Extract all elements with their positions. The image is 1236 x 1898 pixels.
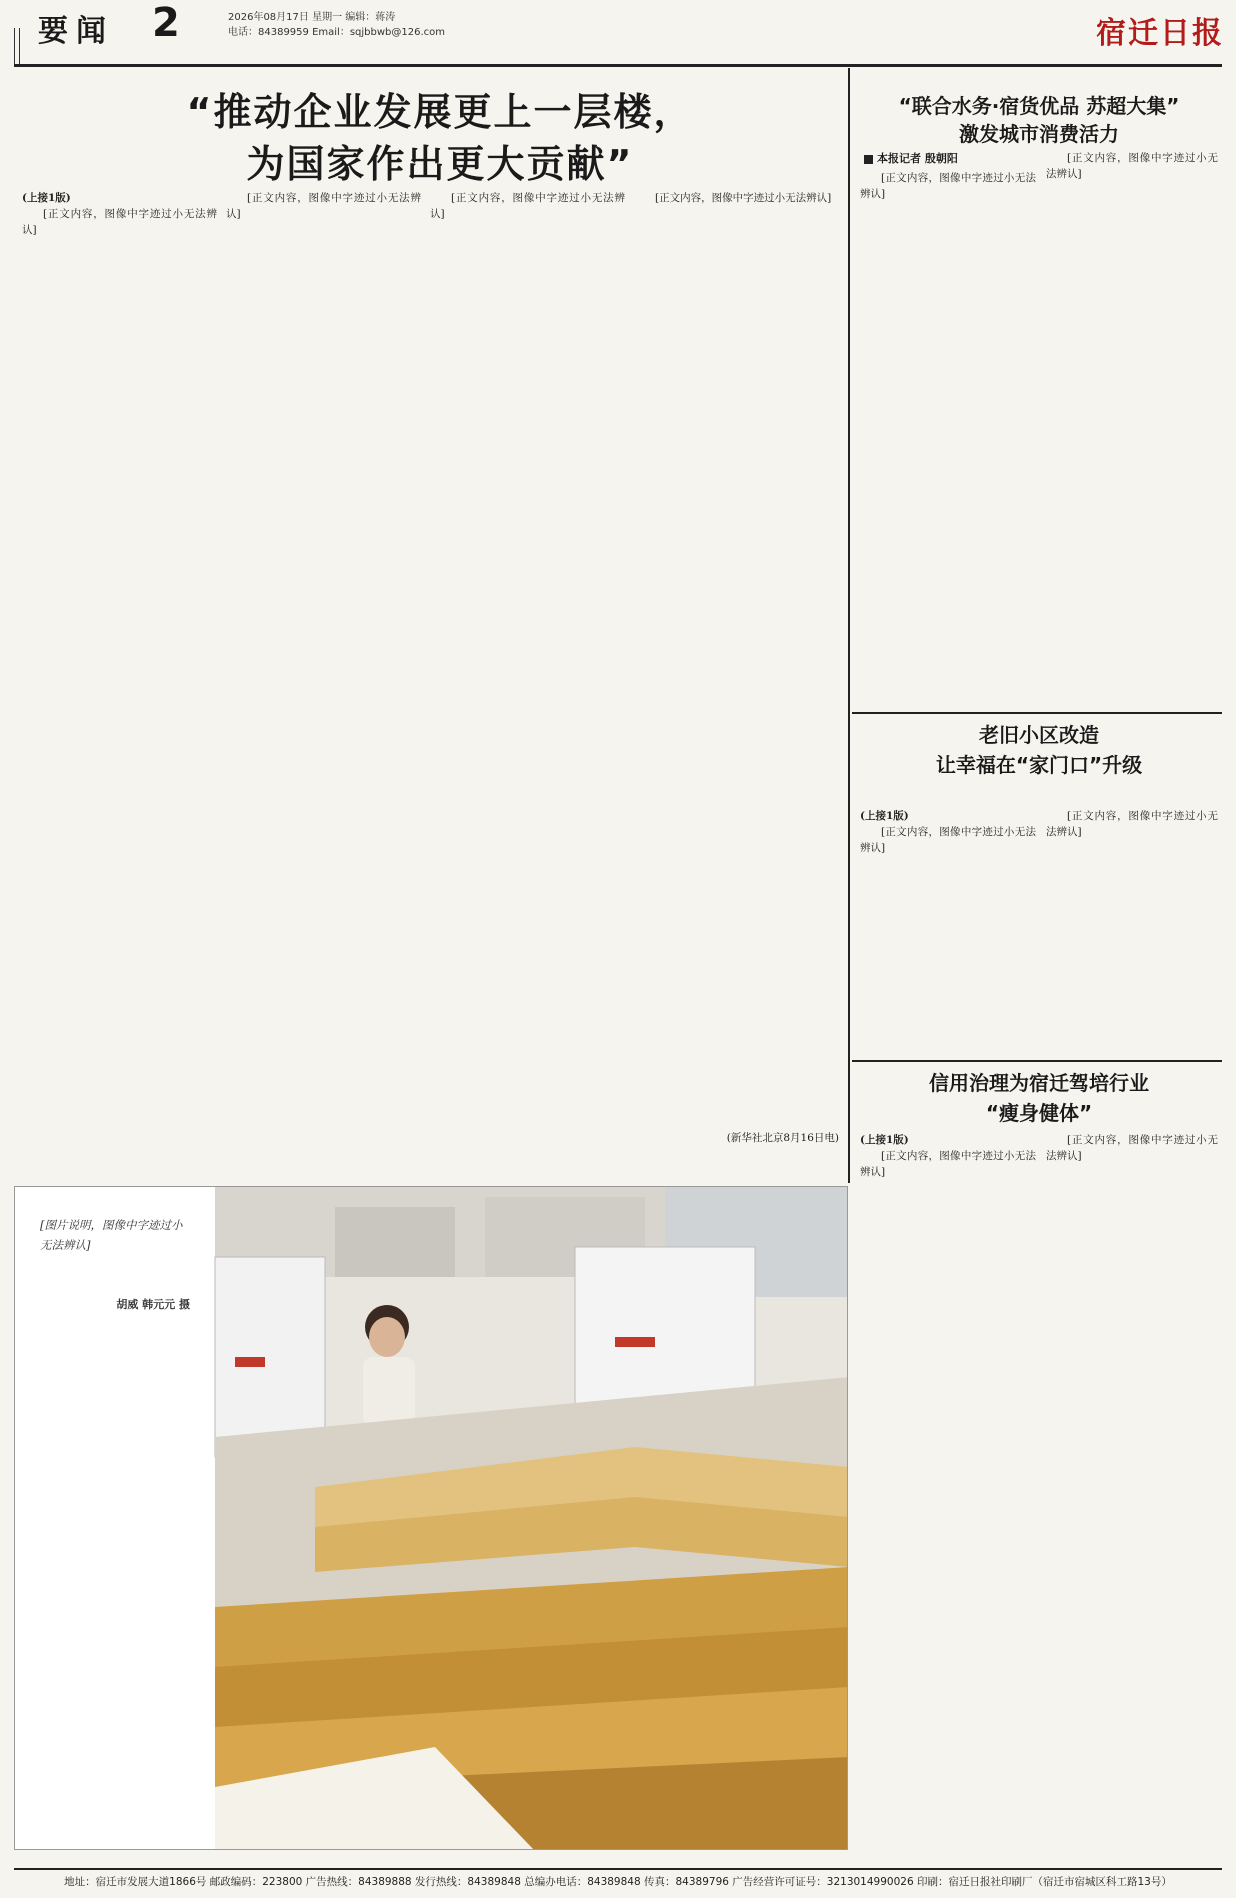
credit-title-line2: “瘦身健体”	[985, 1101, 1093, 1125]
consumption-byline	[864, 150, 1034, 166]
lead-text-4: [正文内容，图像中字迹过小无法辨认]	[655, 192, 832, 204]
page-info	[228, 10, 445, 40]
masthead-ornament	[14, 28, 20, 64]
lead-text-3: [正文内容，图像中字迹过小无法辨认]	[430, 192, 625, 221]
consumption-text-2: [正文内容，图像中字迹过小无法辨认]	[1046, 152, 1218, 181]
credit-text-2: [正文内容，图像中字迹过小无法辨认]	[1046, 1134, 1218, 1163]
photo-caption-text: [图片说明，图像中字迹过小无法辨认]	[40, 1218, 183, 1252]
byline-square-icon	[864, 155, 873, 164]
date-editor: 2026年08月17日 星期一 编辑：蒋涛	[228, 12, 396, 23]
lead-title-line1: “推动企业发展更上一层楼，	[186, 90, 694, 134]
renovation-title-line2: 让幸福在“家门口”升级	[935, 753, 1143, 777]
credit-title-line1: 信用治理为宿迁驾培行业	[929, 1071, 1149, 1095]
photo-caption	[40, 1215, 190, 1315]
footer-info: 地址：宿迁市发展大道1866号 邮政编码：223800 广告热线：84389888 发行热线：84389848 总编办电话：84389848 传真：84389796 广告经营许可证号：3213014990026 印刷：宿迁日报社印刷厂（宿迁市宿城区科工路13号）	[64, 1876, 1172, 1888]
credit-headline	[856, 1068, 1222, 1128]
renovation-rule	[852, 1060, 1222, 1062]
photo-credit: 胡威 韩元元 摄	[116, 1298, 190, 1311]
section-name: 要闻	[38, 14, 114, 49]
consumption-rule	[852, 712, 1222, 714]
contact-line: 电话：84389959 Email：sqjbbwb@126.com	[228, 27, 446, 38]
page-number: 2	[152, 0, 180, 46]
consumption-column-1	[860, 170, 1036, 712]
renovation-text-1: [正文内容，图像中字迹过小无法辨认]	[860, 826, 1036, 855]
lead-text-1: [正文内容，图像中字迹过小无法辨认]	[22, 208, 217, 237]
consumption-title-line2: 激发城市消费活力	[959, 122, 1119, 146]
consumption-column-2	[1046, 150, 1218, 712]
lead-column-1	[22, 190, 217, 1182]
consumption-title-line1: “联合水务·宿货优品 苏超大集”	[898, 94, 1180, 118]
lead-headline	[40, 86, 840, 190]
newspaper-logo: 宿迁日报	[1096, 16, 1224, 51]
credit-source: (上接1版)	[860, 1134, 909, 1146]
consumption-text-1: [正文内容，图像中字迹过小无法辨认]	[860, 172, 1036, 201]
lead-text-2: [正文内容，图像中字迹过小无法辨认]	[226, 192, 421, 221]
renovation-source: (上接1版)	[860, 810, 909, 822]
renovation-column-1	[860, 808, 1036, 1054]
lead-source: (上接1版)	[22, 192, 71, 204]
renovation-title-line1: 老旧小区改造	[979, 723, 1099, 747]
credit-column-2	[1046, 1132, 1218, 1864]
footer-rule	[14, 1868, 1222, 1870]
lead-dateline: (新华社北京8月16日电)	[726, 1132, 839, 1144]
consumption-headline	[856, 92, 1222, 148]
column-divider	[848, 68, 850, 1183]
renovation-text-2: [正文内容，图像中字迹过小无法辨认]	[1046, 810, 1218, 839]
credit-text-1: [正文内容，图像中字迹过小无法辨认]	[860, 1150, 1036, 1179]
consumption-reporter: 本报记者 殷朝阳	[877, 152, 958, 165]
masthead-rule	[14, 64, 1222, 67]
credit-column-1	[860, 1132, 1036, 1864]
lead-column-4	[634, 190, 839, 1140]
lead-title-line2: 为国家作出更大贡献”	[246, 142, 634, 186]
lead-column-2	[226, 190, 421, 1182]
renovation-headline	[856, 720, 1222, 780]
renovation-column-2	[1046, 808, 1218, 1054]
lead-column-3	[430, 190, 625, 1182]
